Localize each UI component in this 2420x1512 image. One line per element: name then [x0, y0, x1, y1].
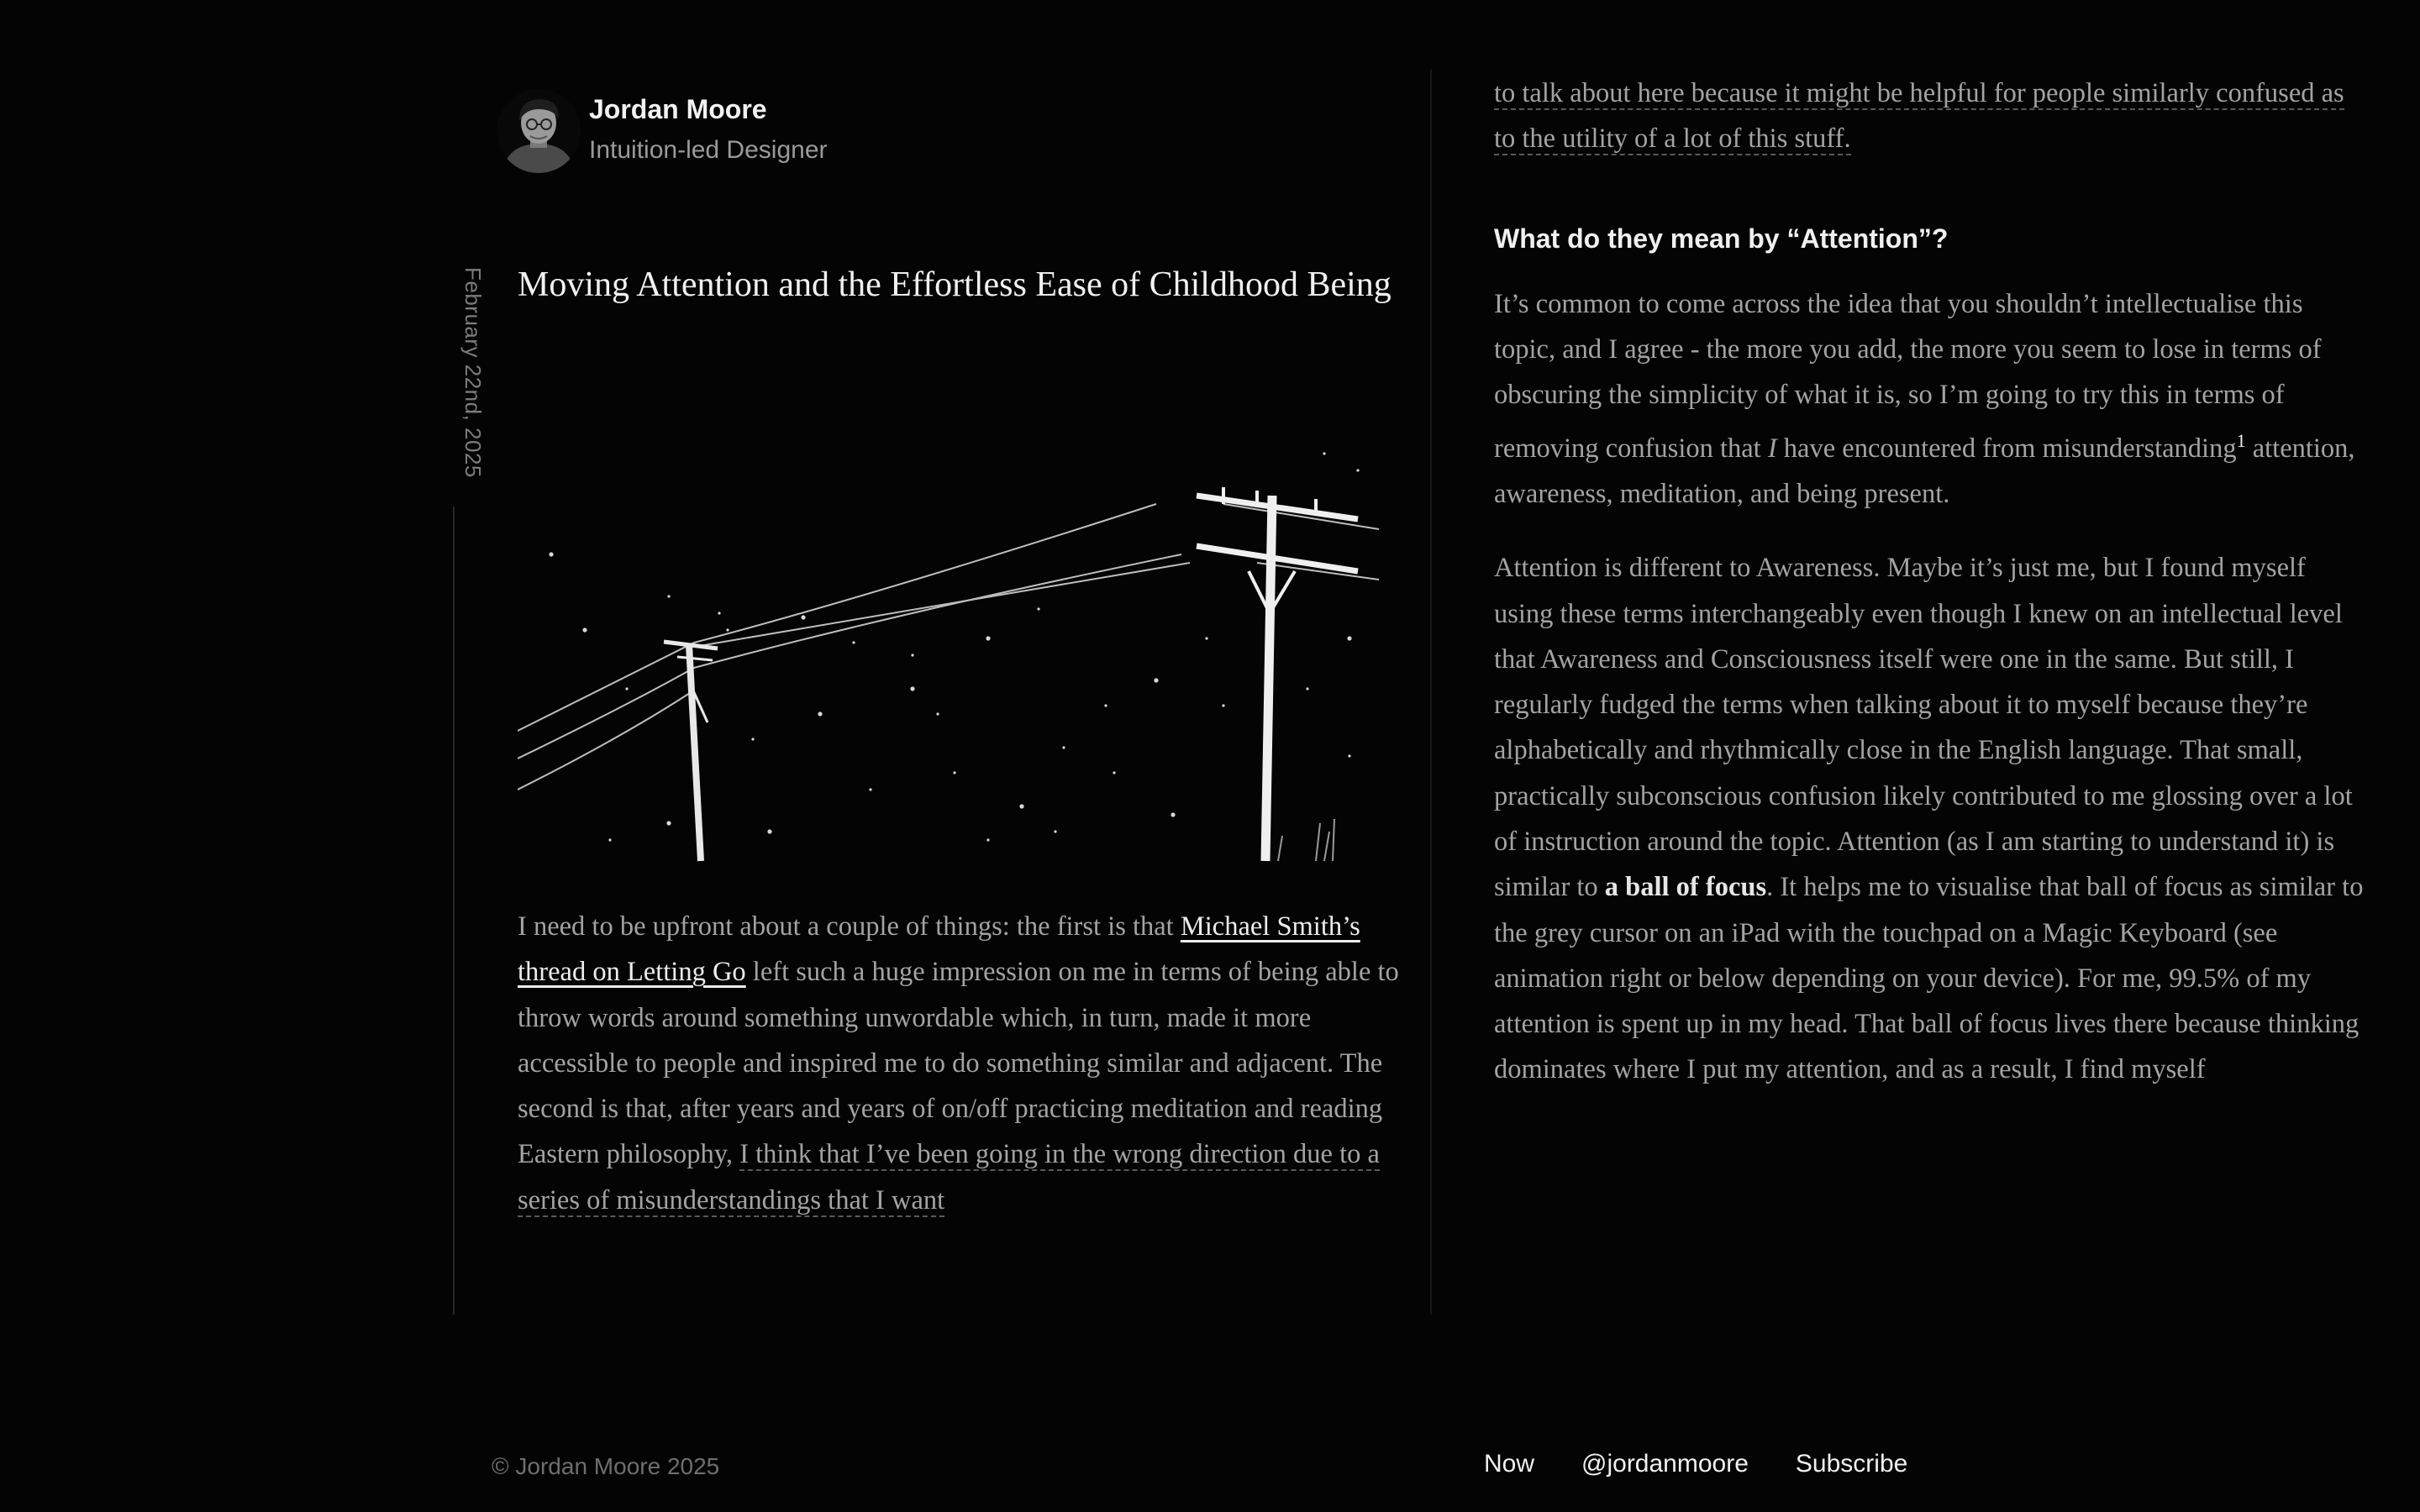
- hero-illustration: [518, 437, 1379, 864]
- intro-paragraph: [518, 904, 1400, 1223]
- footer-copyright: © Jordan Moore 2025: [492, 1453, 720, 1479]
- michael-smith-thread-link[interactable]: Michael Smith’s thread on Letting Go: [518, 911, 1360, 988]
- footer-link-twitter[interactable]: @jordanmoore: [1581, 1450, 1749, 1478]
- p3-text: Attention is different to Awareness. Maybe it’s just me, but I found myself using these terms interchangeably even though I knew on an intellectual level that Awareness and Consciousness itself were one in the same. But still, I regularly fudged the terms when talking about it to myself because they’re alphabetically and rhythmically close in the English language. That small, practically subconscious confusion likely contributed to me glossing over a lot of instruction around the topic. Attention (as I am starting to understand it) is similar to: [1494, 553, 2353, 903]
- section-heading: What do they mean by “Attention”?: [1494, 223, 1949, 254]
- footer-link-now[interactable]: Now: [1484, 1450, 1535, 1478]
- footer-nav: [1484, 1450, 1907, 1478]
- footnote-annotation-link-continued[interactable]: to talk about here because it might be helpful for people similarly confused as to the utility of a lot of this stuff.: [1494, 78, 2344, 155]
- paragraph-3: [1494, 545, 2368, 1093]
- p2-text-continued: have encountered from misunderstanding: [1776, 433, 2237, 464]
- post-title: Moving Attention and the Effortless Ease of Childhood Being: [518, 265, 1392, 304]
- intro-text-continued: left such a huge impression on me in terms of being able to throw words around something unwordable which, in turn, made it more accessible to people and inspired me to do something similar and adjacent. The second is that, after years and years of on/off practicing meditation and reading Eastern philosophy,: [518, 957, 1399, 1170]
- article-right-column: [1494, 71, 2368, 1093]
- p3-bold: a ball of focus: [1604, 872, 1767, 903]
- article-left-column: [518, 904, 1400, 1223]
- paragraph-2: [1494, 281, 2368, 517]
- author-avatar[interactable]: [497, 89, 581, 173]
- p2-text: It’s common to come across the idea that you shouldn’t intellectualise this topic, and I agree - the more you add, the more you seem to lose in terms of obscuring the simplicity of what it is, so I’m going to try this in terms of removing confusion that: [1494, 288, 2322, 464]
- p2-text-end: attention, awareness, meditation, and being present.: [1494, 433, 2355, 509]
- intro-text: I need to be upfront about a couple of things: the first is that: [518, 911, 1181, 942]
- footnote-marker[interactable]: 1: [2236, 429, 2246, 451]
- intro-paragraph-continued: [1494, 71, 2368, 162]
- author-role: Intuition-led Designer: [589, 136, 828, 164]
- footer-link-subscribe[interactable]: Subscribe: [1795, 1450, 1908, 1478]
- p3-text-continued: . It helps me to visualise that ball of focus as similar to the grey cursor on an iPad with the touchpad on a Magic Keyboard (see animation right or below depending on your device). For me, 99.5% of my attention is spent up in my head. That ball of focus lives there because thinking dominates where I put my attention, and as a result, I find myself: [1494, 872, 2364, 1085]
- footnote-annotation-link[interactable]: I think that I’ve been going in the wrong direction due to a series of misunderstandings that I want: [518, 1139, 1380, 1215]
- p2-emphasis: I: [1767, 433, 1777, 464]
- column-divider: [1430, 69, 1432, 1315]
- post-date: February 22nd, 2025: [460, 267, 486, 478]
- author-name[interactable]: Jordan Moore: [589, 94, 767, 124]
- date-rule: [453, 507, 455, 1315]
